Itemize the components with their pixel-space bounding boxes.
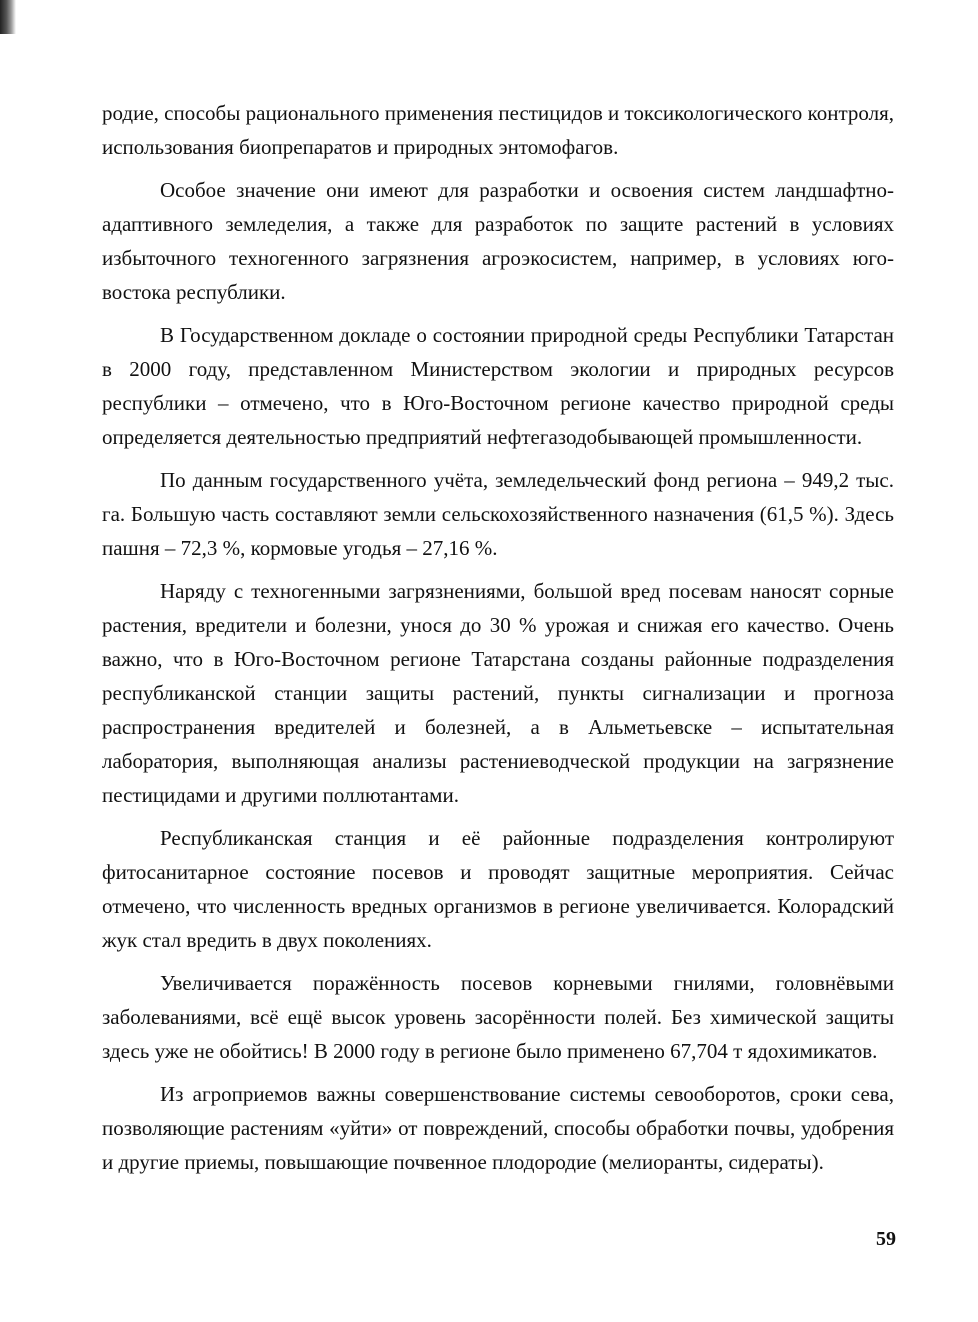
paragraph: В Государственном докладе о состоянии природной среды Республики Татарстан в 2000 году, представленном Министерством экологии и природных ресурсов республики – отмечено, что в Юго-Восточном регионе качество природной среды определяется деятельностью предприятий нефтегазодобывающей промышленности. [102,323,894,449]
page-number: 59 [876,1228,896,1250]
paragraph-continuation: родие, способы рационального применения пестицидов и токсикологического контроля, использования биопрепаратов и природных энтомофагов. [102,101,894,159]
paragraph: Республиканская станция и её районные подразделения контролируют фитосанитарное состояние посевов и проводят защитные мероприятия. Сейчас отмечено, что численность вредных организмов в регионе увеличивается. Колорадский жук стал вредить в двух поколениях. [102,826,894,952]
paragraph: Из агроприемов важны совершенствование системы севооборотов, сроки сева, позволяющие растениям «уйти» от повреждений, способы обработки почвы, удобрения и другие приемы, повышающие почвенное плодородие (мелиоранты, сидераты). [102,1082,894,1174]
scan-edge-artifact [0,0,16,34]
paragraph: Особое значение они имеют для разработки и освоения систем ландшафтно-адаптивного земледелия, а также для разработок по защите растений в условиях избыточного техногенного загрязнения агроэкосистем, например, в условиях юго-востока республики. [102,178,894,304]
document-page [102,96,894,1188]
paragraph: Наряду с техногенными загрязнениями, большой вред посевам наносят сорные растения, вредители и болезни, унося до 30 % урожая и снижая его качество. Очень важно, что в Юго-Восточном регионе Татарстана созданы районные подразделения республиканской станции защиты растений, пункты сигнализации и прогноза распространения вредителей и болезней, а в Альметьевске – испытательная лаборатория, выполняющая анализы растениеводческой продукции на загрязнение пестицидами и другими поллютантами. [102,579,894,807]
paragraph: По данным государственного учёта, земледельческий фонд региона – 949,2 тыс. га. Большую часть составляют земли сельскохозяйственного назначения (61,5 %). Здесь пашня – 72,3 %, кормовые угодья – 27,16 %. [102,468,894,560]
paragraph: Увеличивается поражённость посевов корневыми гнилями, головнёвыми заболеваниями, всё ещё высок уровень засорённости полей. Без химической защиты здесь уже не обойтись! В 2000 году в регионе было применено 67,704 т ядохимикатов. [102,971,894,1063]
